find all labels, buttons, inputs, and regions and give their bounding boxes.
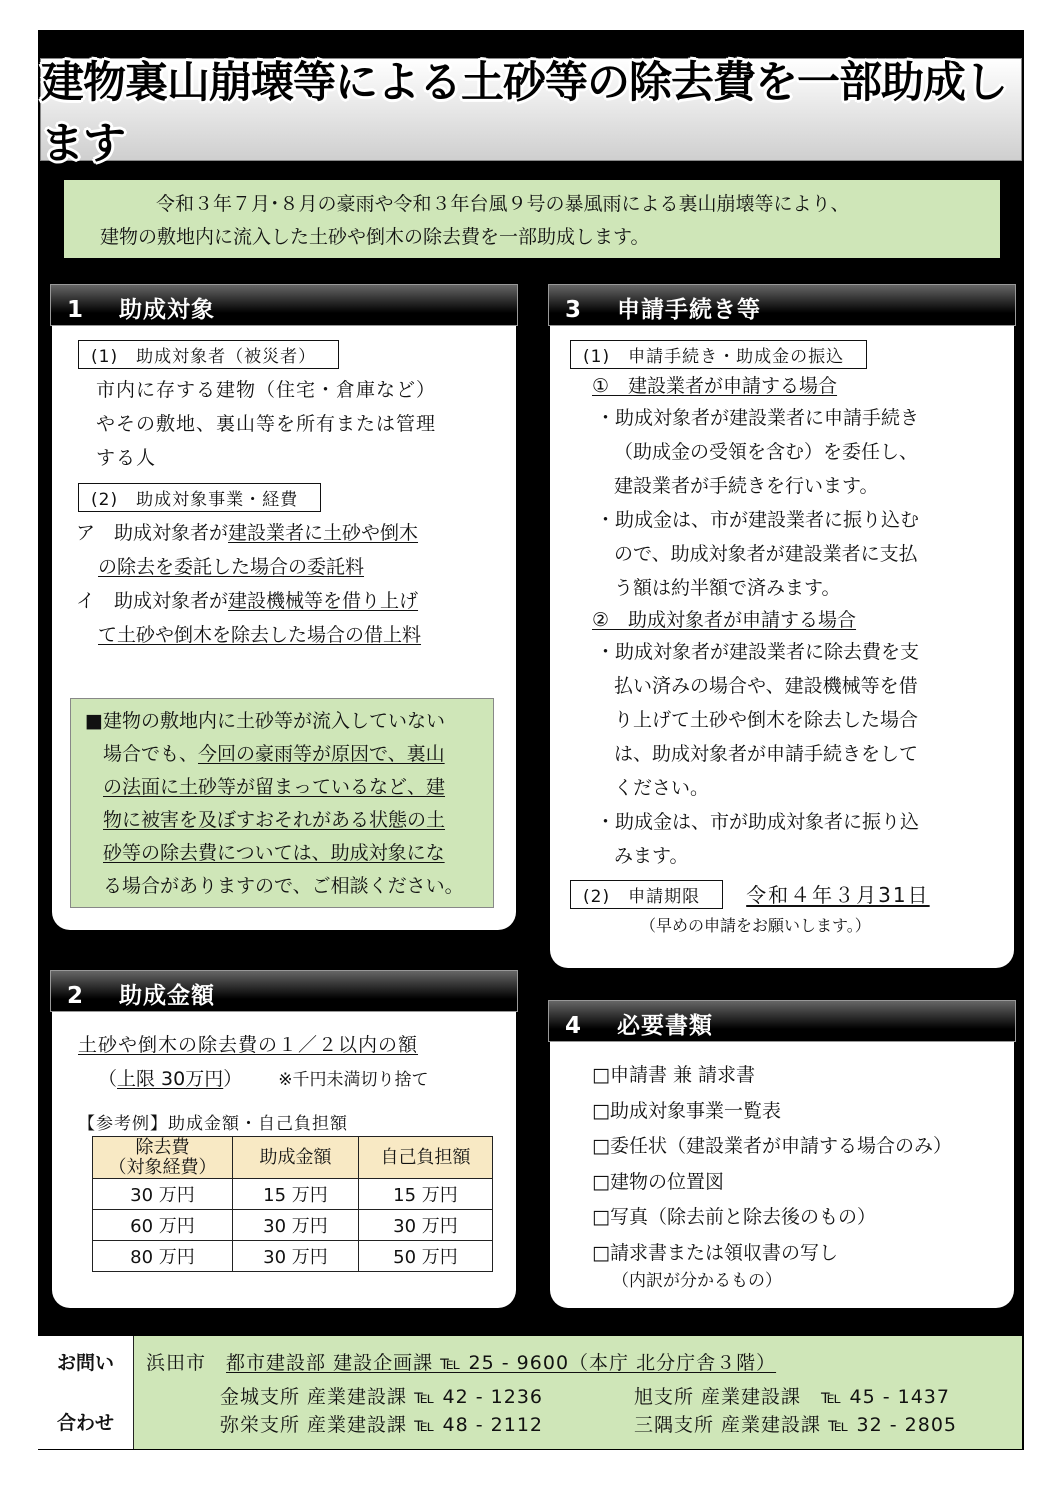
table-header: 助成金額 — [233, 1137, 359, 1179]
list-item: □委任状（建設業者が申請する場合のみ） — [592, 1135, 952, 1157]
label-text: お問い — [56, 1351, 114, 1374]
text-line: ■建物の敷地内に土砂等が流入していない — [85, 710, 445, 732]
underlined-text: 建設機械等を借り上げ — [228, 590, 419, 612]
target-description — [78, 373, 508, 475]
table-cell: 15 万円 — [233, 1179, 359, 1210]
section-number: 1 — [67, 297, 85, 323]
text-line: る場合がありますので、ご相談ください。 — [103, 875, 464, 897]
branch-contact: 金城支所 産業建設課 ℡ 42 - 1236 — [220, 1386, 543, 1408]
contact-main — [146, 1348, 776, 1375]
main-office: 都市建設部 建設企画課 ℡ 25 - 9600（本庁 北分庁舎３階） — [226, 1352, 777, 1374]
city-name: 浜田市 — [146, 1352, 207, 1374]
list-item: □建物の位置図 — [592, 1170, 724, 1193]
section-title: 助成金額 — [119, 983, 215, 1009]
list-item: □請求書または領収書の写し — [592, 1241, 838, 1264]
document-list — [592, 1058, 1002, 1291]
section-number: 3 — [565, 297, 583, 323]
intro-line: 建物の敷地内に流入した土砂や倒木の除去費を一部助成します。 — [100, 226, 650, 248]
limit-text: 上限 30万円 — [117, 1068, 224, 1090]
table-cell: 60 万円 — [93, 1210, 233, 1241]
deadline-date: 令和４年３月31日 — [746, 883, 930, 907]
underlined-text: 砂等の除去費については、助成対象にな — [103, 842, 445, 864]
intro-line: 令和３年７月･８月の豪雨や令和３年台風９号の暴風雨による裏山崩壊等により、 — [156, 193, 850, 215]
branch-contact: 旭支所 産業建設課 ℡ 45 - 1437 — [634, 1386, 950, 1408]
section3-body — [570, 340, 1010, 936]
text-line: イ 助成対象者が — [76, 590, 229, 612]
intro-box — [64, 180, 1000, 258]
branch-contact: 三隅支所 産業建設課 ℡ 32 - 2805 — [634, 1414, 957, 1436]
list-item: □助成対象事業一覧表 — [592, 1099, 781, 1122]
text-line: ア 助成対象者が — [76, 522, 229, 544]
text-line: 場合でも、 — [103, 743, 199, 765]
table-row — [93, 1241, 493, 1272]
text-line: ） — [223, 1068, 243, 1090]
table-header: 自己負担額 — [359, 1137, 493, 1179]
section-number: 4 — [565, 1013, 583, 1039]
case-heading: ① 建設業者が申請する場合 — [592, 375, 838, 397]
section2-body — [78, 1028, 508, 1272]
underlined-text: 建設業者に土砂や倒木 — [228, 522, 419, 544]
reference-title: 【参考例】助成金額・自己負担額 — [78, 1114, 348, 1134]
text-line: みます。 — [614, 845, 689, 867]
underlined-text: の法面に土砂等が留まっているなど、建 — [103, 776, 446, 798]
case1-bullets — [570, 401, 1010, 605]
section-title: 助成対象 — [119, 297, 215, 323]
list-item: □写真（除去前と除去後のもの） — [592, 1206, 876, 1228]
contact-footer — [38, 1336, 1022, 1449]
text-line: ので、助成対象者が建設業者に支払 — [614, 543, 918, 565]
text-line: ・助成対象者が建設業者に申請手続き — [596, 407, 920, 429]
text-line: （助成金の受領を含む）を委任し、 — [614, 441, 919, 463]
title-text: 建物裏山崩壊等による土砂等の除去費を一部助成します — [41, 57, 1007, 169]
table-cell: 50 万円 — [359, 1241, 493, 1272]
rounding-note: ※千円未満切り捨て — [278, 1070, 429, 1090]
text-line: ください。 — [614, 777, 710, 799]
text-line: 市内に存する建物（住宅・倉庫など） — [96, 379, 437, 401]
text-line: する人 — [96, 447, 157, 469]
label-text: 合わせ — [56, 1411, 114, 1434]
text-line: 払い済みの場合や、建設機械等を借 — [614, 675, 918, 697]
table-row — [93, 1179, 493, 1210]
table-cell: 15 万円 — [359, 1179, 493, 1210]
list-item: □申請書 兼 請求書 — [592, 1064, 756, 1086]
table-cell: 30 万円 — [233, 1241, 359, 1272]
amount-line: 土砂や倒木の除去費の１／２以内の額 — [78, 1034, 419, 1056]
section1-body — [78, 340, 508, 652]
text-line: ・助成金は、市が建設業者に振り込む — [596, 509, 920, 531]
reference-table — [92, 1136, 493, 1272]
table-row — [93, 1210, 493, 1241]
section4-header — [548, 1000, 1016, 1042]
underlined-text: 物に被害を及ぼすおそれがある状態の土 — [103, 809, 446, 831]
consultation-note — [70, 698, 494, 908]
deadline-row — [570, 879, 1010, 909]
table-header — [93, 1137, 233, 1179]
underlined-text: の除去を委託した場合の委託料 — [98, 556, 365, 578]
contact-label — [38, 1336, 134, 1449]
branch-contact: 弥栄支所 産業建設課 ℡ 48 - 2112 — [220, 1414, 543, 1436]
section-title: 必要書類 — [617, 1013, 713, 1039]
amount-limit — [78, 1062, 508, 1097]
section-title: 申請手続き等 — [617, 297, 761, 323]
table-cell: 80 万円 — [93, 1241, 233, 1272]
expense-list — [76, 516, 508, 652]
deadline-note: （早めの申請をお願いします。） — [640, 916, 871, 935]
text-line: り上げて土砂や倒木を除去した場合 — [614, 709, 919, 731]
section-number: 2 — [67, 983, 85, 1009]
table-cell: 30 万円 — [359, 1210, 493, 1241]
section1-header — [50, 284, 518, 326]
table-cell: 30 万円 — [93, 1179, 233, 1210]
case-heading: ② 助成対象者が申請する場合 — [592, 609, 857, 631]
text-line: ・助成金は、市が助成対象者に振り込 — [596, 811, 920, 833]
text-line: （ — [98, 1068, 118, 1090]
list-item-note: （内訳が分かるもの） — [612, 1271, 782, 1291]
underlined-text: て土砂や倒木を除去した場合の借上料 — [98, 624, 422, 646]
page-title — [40, 57, 1022, 169]
subsection-label: (2) 申請期限 — [570, 880, 723, 909]
underlined-text: 今回の豪雨等が原因で、裏山 — [198, 743, 445, 765]
subsection-label: (1) 助成対象者（被災者） — [78, 340, 339, 369]
text-line: は、助成対象者が申請手続きをして — [614, 743, 919, 765]
text-line: 建設業者が手続きを行います。 — [614, 475, 879, 497]
section2-header — [50, 970, 518, 1012]
text-line: ・助成対象者が建設業者に除去費を支 — [596, 641, 920, 663]
text-line: う額は約半額で済みます。 — [614, 577, 841, 599]
section3-header — [548, 284, 1016, 326]
case2-bullets — [570, 635, 1010, 873]
subsection-label: (2) 助成対象事業・経費 — [78, 483, 321, 512]
header-text: 除去費 （対象経費） — [108, 1136, 217, 1178]
table-cell: 30 万円 — [233, 1210, 359, 1241]
subsection-label: (1) 申請手続き・助成金の振込 — [570, 340, 867, 369]
text-line: やその敷地、裏山等を所有または管理 — [96, 413, 437, 435]
